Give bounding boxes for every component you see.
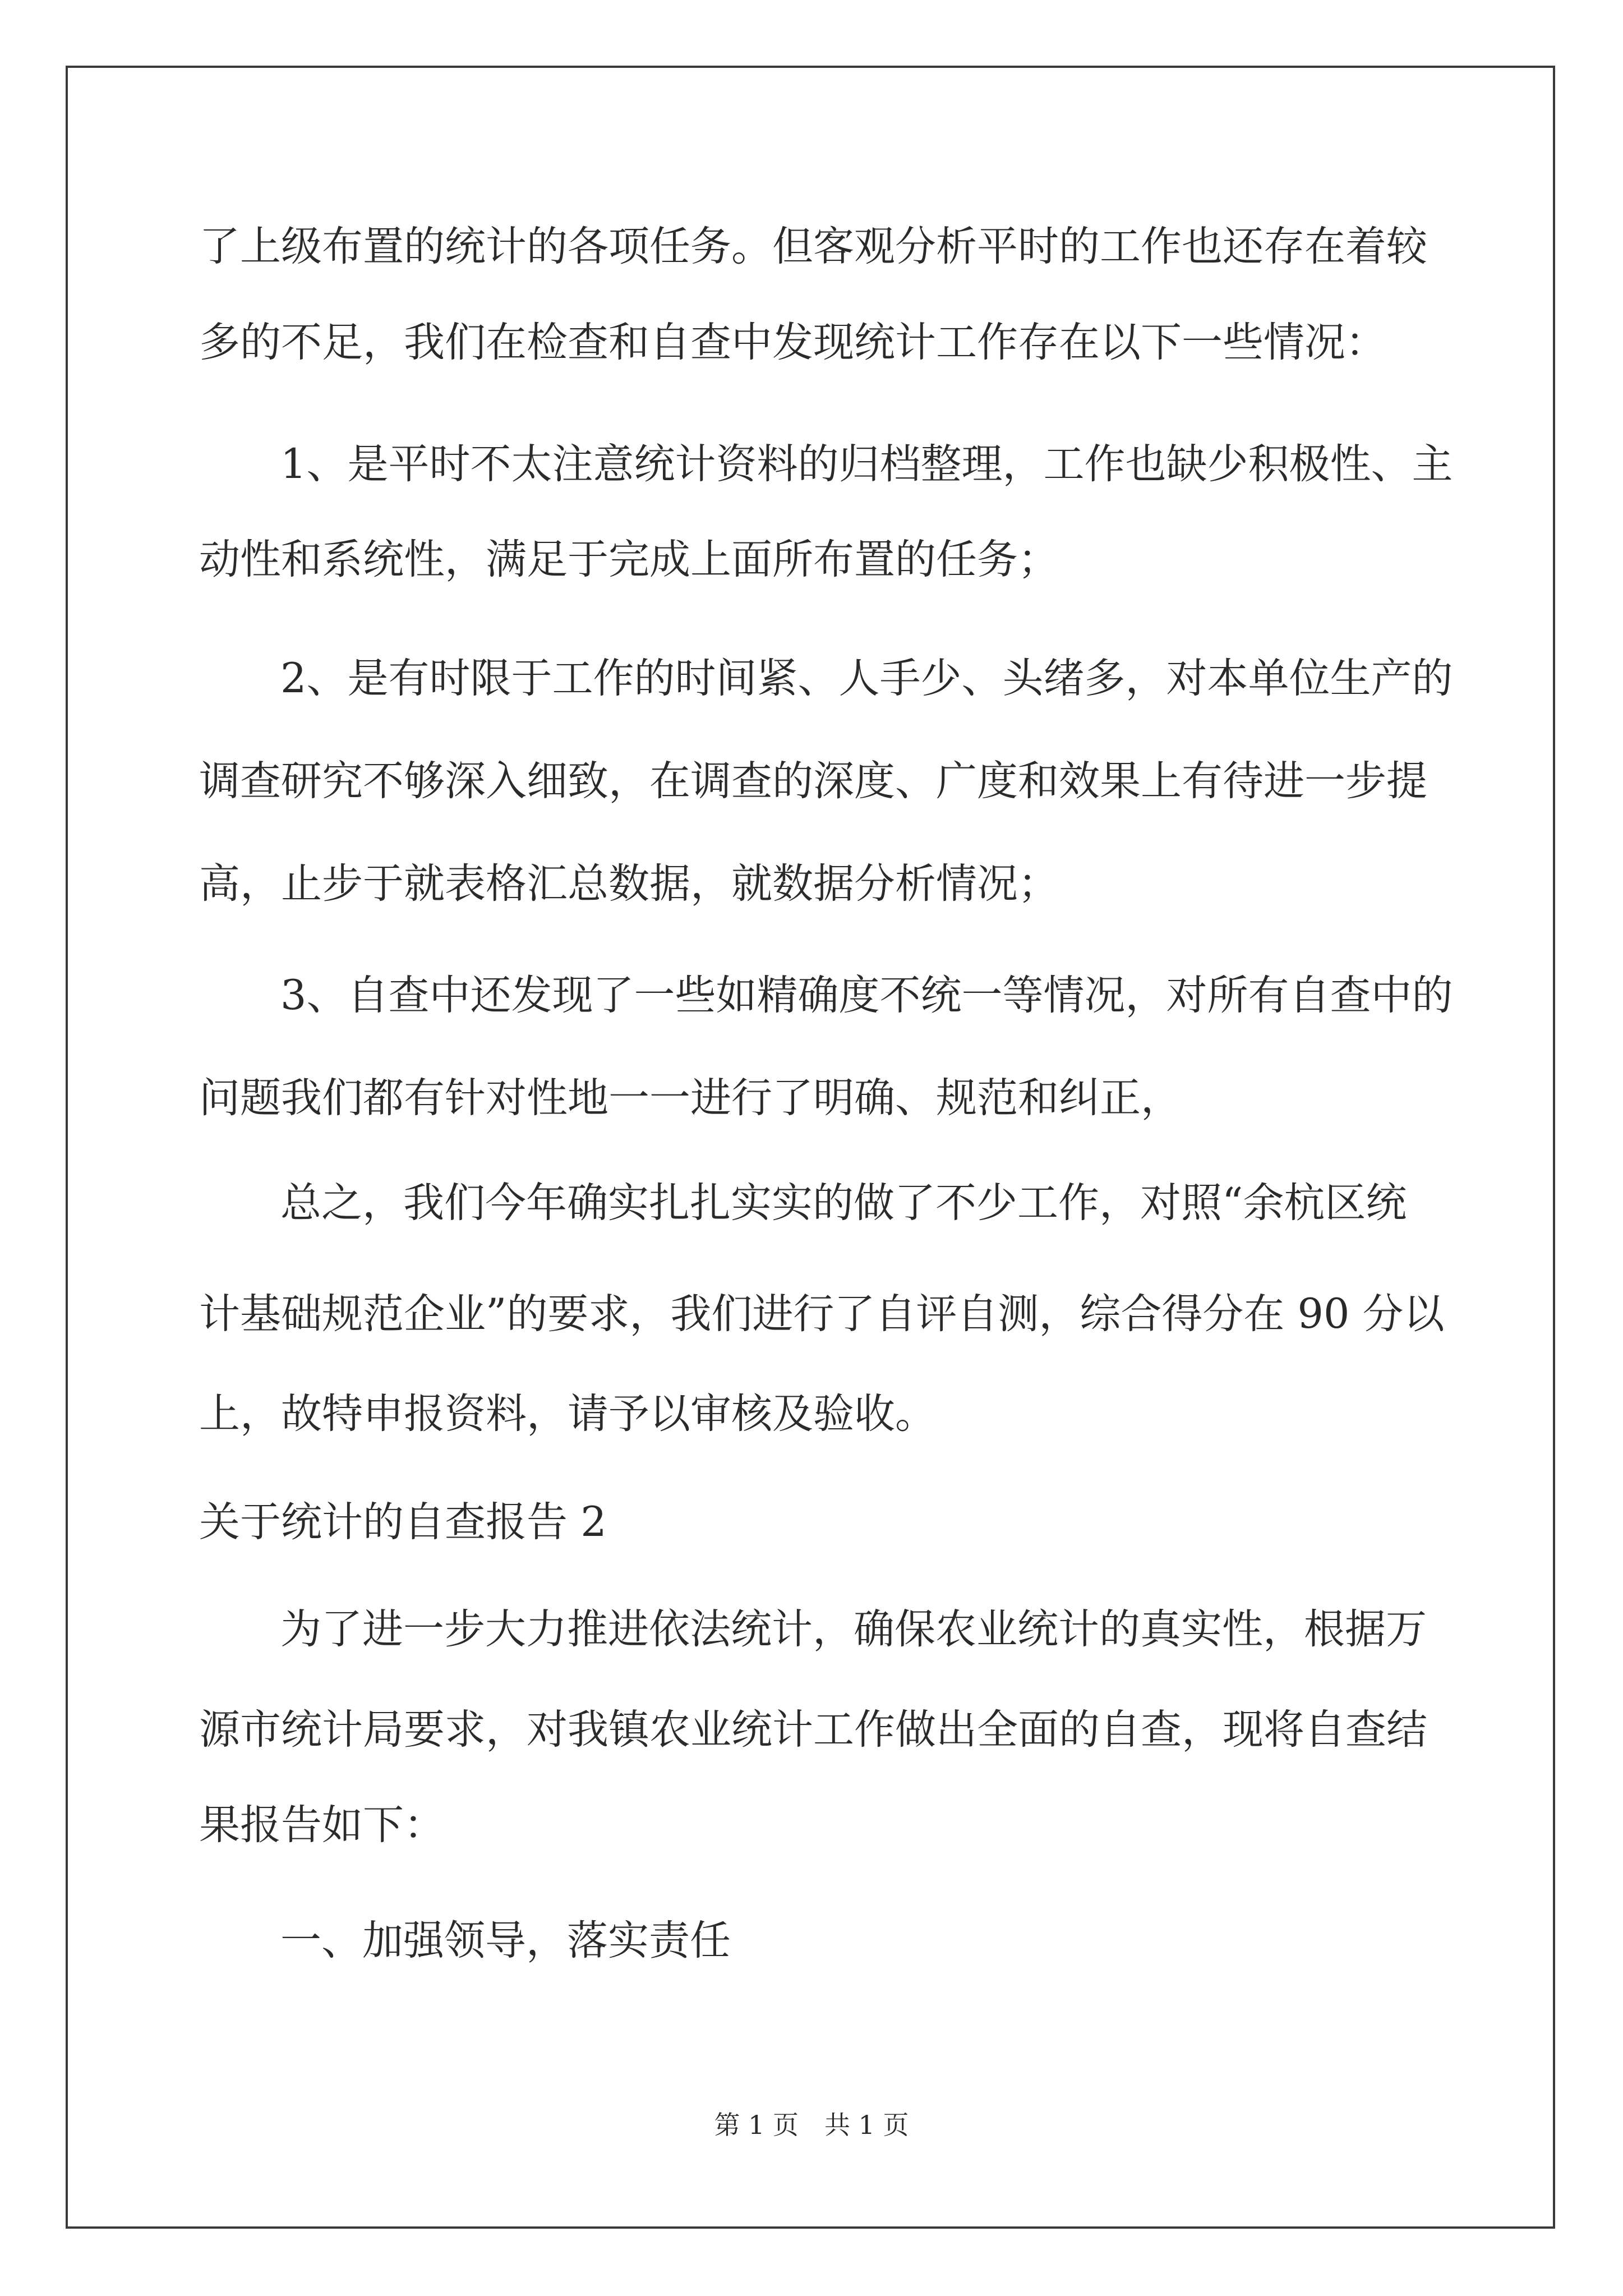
body-line: 果报告如下：: [199, 1801, 445, 1849]
body-line: 总之，我们今年确实扎扎实实的做了不少工作，对照“余杭区统: [280, 1179, 1407, 1227]
body-line: 了上级布置的统计的各项任务。但客观分析平时的工作也还存在着较: [199, 223, 1427, 270]
body-line: 一、加强领导，落实责任: [280, 1917, 731, 1964]
body-line: 调查研究不够深入细致，在调查的深度、广度和效果上有待进一步提: [199, 757, 1427, 805]
page-border: [66, 66, 1555, 2229]
body-line: 问题我们都有针对性地一一进行了明确、规范和纠正，: [199, 1074, 1182, 1122]
body-line: 高，止步于就表格汇总数据，就数据分析情况；: [199, 860, 1059, 908]
body-line: 为了进一步大力推进依法统计，确保农业统计的真实性，根据万: [280, 1605, 1427, 1653]
section-heading: 关于统计的自查报告 2: [199, 1498, 607, 1546]
page-footer: 第 1 页 共 1 页: [714, 2110, 909, 2140]
body-line: 计基础规范企业”的要求，我们进行了自评自测，综合得分在 90 分以: [199, 1290, 1445, 1338]
body-line: 动性和系统性，满足于完成上面所布置的任务；: [199, 536, 1059, 583]
body-line: 1、是平时不太注意统计资料的归档整理，工作也缺少积极性、主: [280, 440, 1453, 488]
body-line: 源市统计局要求，对我镇农业统计工作做出全面的自查，现将自查结: [199, 1706, 1427, 1754]
body-line: 多的不足，我们在检查和自查中发现统计工作存在以下一些情况：: [199, 319, 1386, 366]
body-line: 3、自查中还发现了一些如精确度不统一等情况，对所有自查中的: [280, 972, 1453, 1019]
body-line: 2、是有时限于工作的时间紧、人手少、头绪多，对本单位生产的: [280, 655, 1453, 702]
body-line: 上，故特申报资料，请予以审核及验收。: [199, 1390, 936, 1438]
